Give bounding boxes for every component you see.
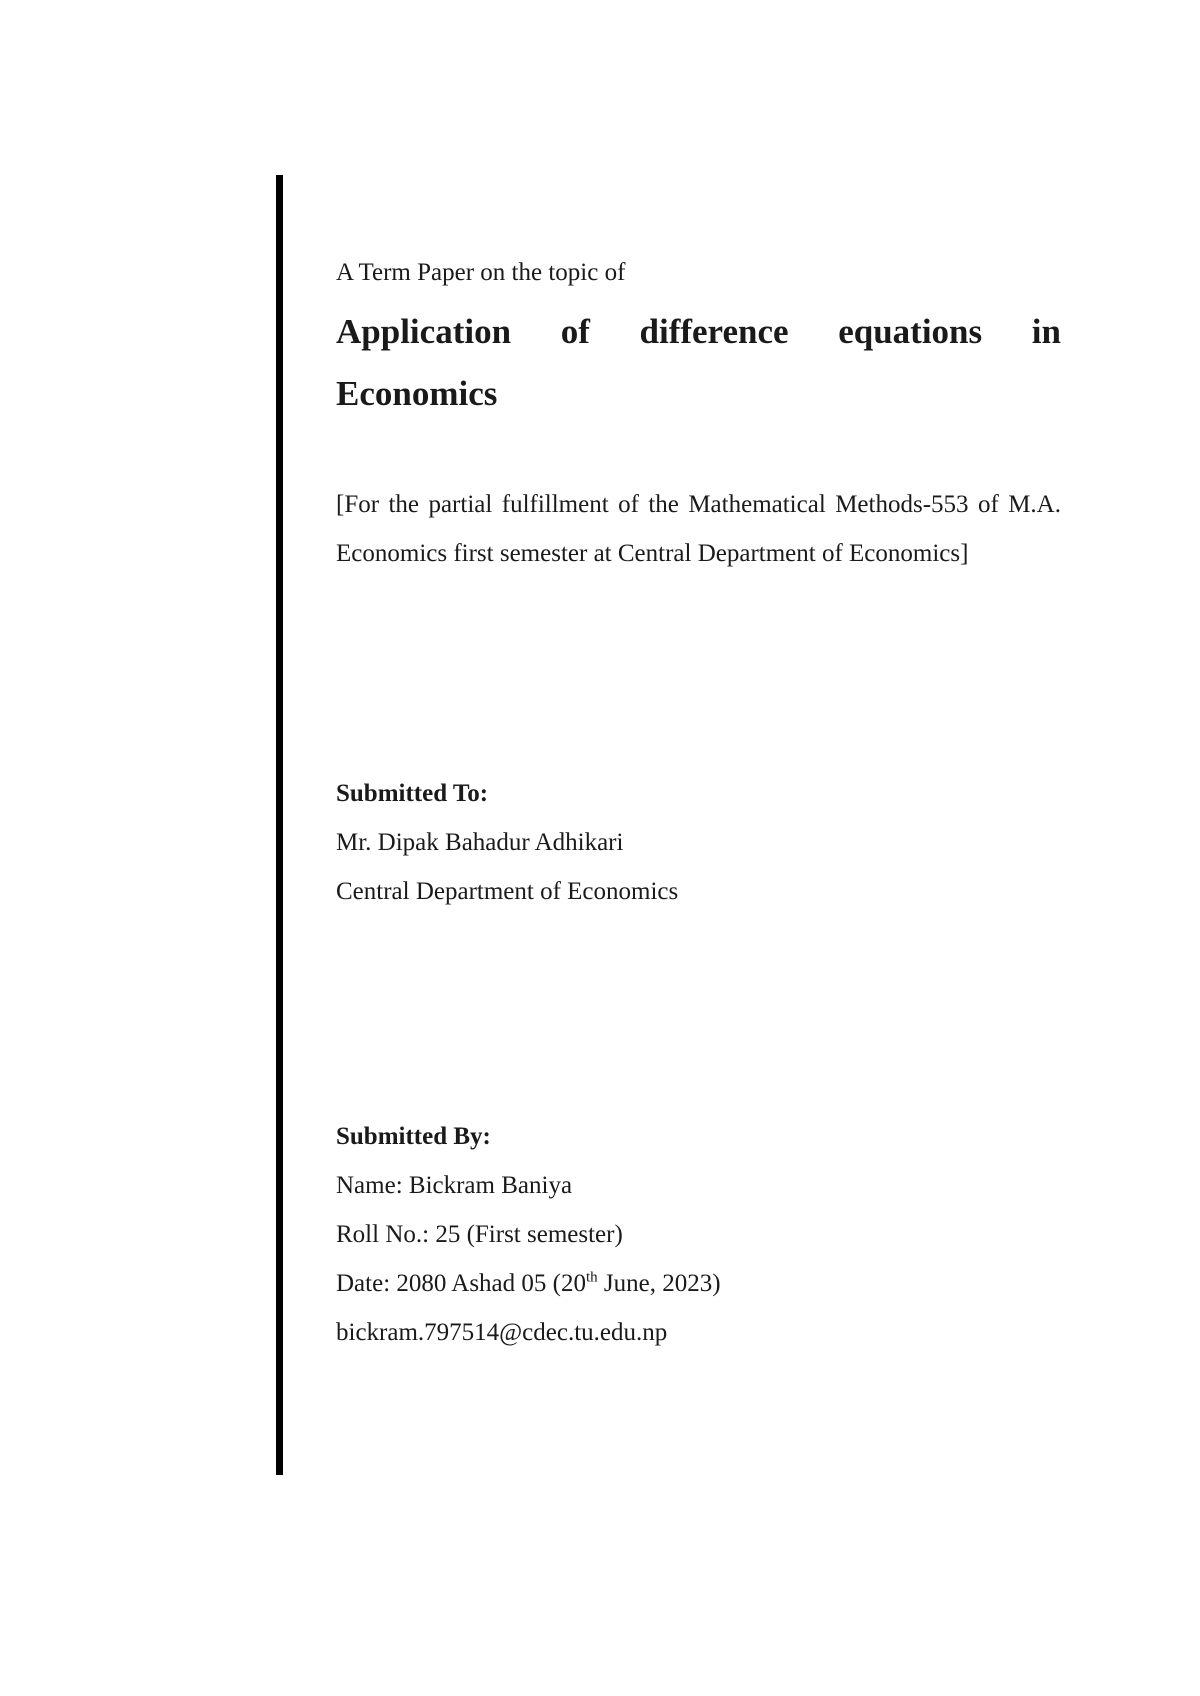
submitted-by-section [336,1119,1061,1351]
date-suffix: June, 2023) [597,1270,721,1297]
date-ordinal: th [585,1269,598,1286]
email-address: bickram.797514@cdec.tu.edu.np [336,1319,668,1346]
student-name: Name: Bickram Baniya [336,1172,573,1199]
fulfillment-note: [For the partial fulfillment of the Mathematical Methods-553 of M.A. Economics first semester at Central Department of Economics] [336,491,1061,567]
submitted-by-heading: Submitted By: [336,1123,491,1150]
paper-title: Application of difference equations in Economics [336,312,1061,413]
submitted-to-section [336,776,1061,910]
supervisor-name: Mr. Dipak Bahadur Adhikari [336,829,624,856]
roll-number: Roll No.: 25 (First semester) [336,1221,623,1248]
submitted-to-heading: Submitted To: [336,780,489,807]
date-prefix: Date: 2080 Ashad 05 (20 [336,1270,586,1297]
supervisor-department: Central Department of Economics [336,878,679,905]
lead-text: A Term Paper on the topic of [336,259,626,286]
title-section [336,255,1061,578]
submission-date [336,1266,1061,1302]
vertical-rule [276,175,283,1475]
